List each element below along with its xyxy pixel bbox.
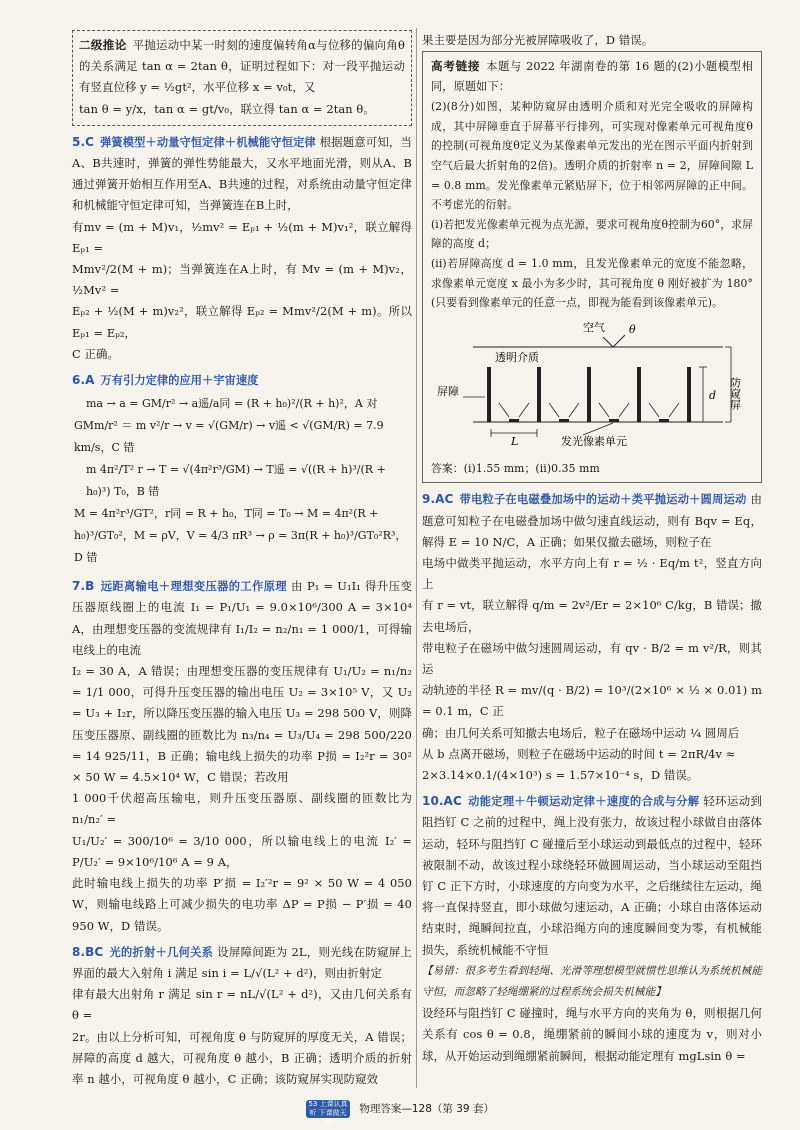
label-L: L: [511, 434, 519, 448]
q6-eq-2: GMm/r² ＝ m v²/r → v = √(GM/r) → v遥 < √(GM/R) = 7.9 km/s，C 错: [74, 419, 384, 455]
q9-line-8: 2×3.14×0.1/(4×10³) s = 1.57×10⁻⁴ s，D 错误。: [422, 767, 699, 782]
q7-keywords: 远距离输电＋理想变压器的工作原理: [100, 580, 288, 594]
box-tag: 二级推论: [79, 38, 127, 52]
q7-line-5: 此时输电线上损失的功率 P′损 = I₂′²r = 9² × 50 W = 4 050 W，则输电线路上可减少损失的电功率 ΔP = P损 − P′损 = 40 950 W，D 错误。: [72, 876, 412, 933]
barrier-4: [637, 367, 641, 422]
secondary-inference-box: [72, 30, 412, 126]
q5-answer: 5.C: [72, 134, 95, 149]
box-line-2: tan θ = y/x，tan α = gt/v₀，联立得 tan α = 2tan θ。: [79, 101, 375, 116]
q8-line-2: 律有最大出射角 r 满足 sin r = nL/√(L² + d²)，又由几何关系有 θ =: [72, 987, 412, 1023]
q8-answer: 8.BC: [72, 944, 104, 959]
q6-keywords: 万有引力定律的应用＋宇宙速度: [100, 374, 259, 388]
ray-right: [613, 335, 625, 347]
q9-line-3: 有 r = vt，联立解得 q/m = 2v²/Er = 2×10⁶ C/kg，B 错误；撤去电场后，: [422, 598, 762, 634]
box-line-1: 二级推论 平抛运动中某一时刻的速度偏转角α与位移的偏向角θ的关系满足 tan α = 2tan θ，证明过程如下：对一段平抛运动有竖直位移 y = ½gt²，水平位移 x = v₀t，又: [79, 38, 406, 95]
q5-line-2: 有mv = (m + M)v₁，½mv² = Eₚ₁ + ½(m + M)v₁²，联立解得 Eₚ₁ =: [72, 219, 412, 255]
label-d: d: [709, 388, 717, 402]
q6-eq-3: m 4π²/T² r → T = √(4π²r³/GM) → T遥 = √((R + h)³/(R + h₀)³) T₀，B 错: [86, 463, 386, 499]
barrier-group: [487, 367, 691, 422]
gaokao-answer: 答案：(i)1.55 mm；(ii)0.35 mm: [431, 461, 600, 475]
q6-eq-4: M = 4π²r³/GT²，r同 = R + h₀，T同 = T₀ → M = 4π²(R + h₀)³/GT₀²，M = ρV，V = 4/3 πR³ → ρ = 3π(R + h₀)³/GT₀²R³，D 错: [74, 507, 407, 565]
q6-answer: 6.A: [72, 373, 95, 388]
gaokao-part-ii: (ii)若屏障高度 d = 1.0 mm，且发光像素单元的宽度不能忽略，求像素单元宽度 x 最小为多少时，其可视角度 θ 刚好被扩为 180°(只要看到像素单元的任意一点，即视为能看到该像素单元)。: [431, 256, 753, 310]
ray-left: [603, 337, 613, 347]
q5-line-3: Mmv²/2(M + m)；当弹簧连在A上时，有 Mv = (m + M)v₂，½Mv² =: [72, 262, 412, 298]
label-theta: θ: [629, 322, 636, 336]
privacy-screen-diagram: [433, 317, 751, 457]
publisher-logo: 53 上课认真听 下课做天利: [306, 1100, 350, 1118]
q10-answer: 10.AC: [422, 794, 462, 809]
q10-section: [422, 791, 762, 1067]
barrier-2: [537, 367, 541, 422]
label-air: 空气: [583, 320, 605, 334]
q6-head: [72, 370, 412, 391]
q9-line-5: 动轨迹的半径 R = mv/(q · B/2) = 10³/(2×10⁶ × ½ × 0.01) m = 0.1 m，C 正: [422, 683, 762, 719]
q9-answer: 9.AC: [422, 492, 454, 507]
q9-section: [422, 489, 762, 786]
q7-line-3: 1 000千伏超高压输电，则升压变压器原、副线圈的匝数比为 n₁/n₂′ =: [72, 791, 412, 827]
q5-line-5: C 正确。: [72, 346, 120, 361]
q7-line-2: I₂ = 30 A，A 错误；由理想变压器的变压规律有 U₁/U₂ = n₁/n₂ = 1/1 000，可得升压变压器的输出电压 U₂ = 3×10⁵ V，又 U₂ = U₃ + I₂r，所以降压变压器的输入电压 U₃ = 298 500 V，则降压变压器原、副线圈的匝数比为 n₃/n₄ = U₃/U₄ = 298 500/220 = 14 925/11，B 正确；输电线上损失的功率 P损 = I₂²r = 30² × 50 W = 4.5×10⁴ W，C 错误；若改用: [72, 664, 412, 785]
q7-answer: 7.B: [72, 579, 95, 594]
gaokao-tag: 高考链接: [431, 59, 481, 74]
gaokao-problem: (2)(8分)如图，某种防窥屏由透明介质和对光完全吸收的屏障构成，其中屏障垂直于屏幕平行排列，可实现对像素单元可视角度θ的控制(可视角度θ定义为某像素单元发出的光在图示平面内折射到空气后最大折射角的2倍)。透明介质的折射率 n = 2，屏障间隙 L = 0.8 mm。发光像素单元紧贴屏下，位于相邻两屏障的正中间。不考虑光的衍射。: [431, 100, 753, 212]
column-divider: [416, 28, 417, 1088]
barrier-3: [587, 367, 591, 422]
q10-head: 10.AC 动能定理＋牛顿运动定律＋速度的合成与分解 轻环运动到阻挡钉 C 之前的过程中，绳上没有张力，故该过程小球做自由落体运动，轻环与阻挡钉 C 碰撞后至小球运动到最低点的过程中，轻环被限制不动，故该过程小球绕轻环做圆周运动，当小球运动至阻挡钉 C 正下方时，小球速度的方向变为水平，之后继续往左运动，绳将一直保持竖直，即小球做匀速运动，A 正确；小球自由落体运动结束时，绳瞬间拉直，小球沿绳方向的速度瞬间变为零，有机械能损失，系统机械能不守恒: [422, 794, 762, 957]
q9-head: 9.AC 带电粒子在电磁叠加场中的运动＋类平抛运动＋圆周运动 由题意可知粒子在电磁叠加场中做匀速直线运动，则有 Bqv = Eq，解得 E = 10 N/C，A 正确；如果仅撤去磁场，则粒子在: [422, 492, 762, 549]
gaokao-link-box: [422, 51, 762, 483]
q8-head: 8.BC 光的折射＋几何关系 设屏障间距为 2L，则光线在防窥屏上界面的最大入射角 i 满足 sin i = L/√(L² + d²)，则由折射定: [72, 944, 413, 980]
q8-section: [72, 942, 412, 1090]
q7-line-4: U₁/U₂′ = 300/10⁶ = 3/10 000，所以输电线上的电流 I₂′ = P/U₂′ = 9×10⁶/10⁶ A = 9 A，: [72, 833, 412, 869]
q6-section: [72, 370, 412, 569]
label-barrier: 屏障: [437, 384, 459, 398]
gaokao-intro: 高考链接 本题与 2022 年湖南卷的第 16 题的(2)小题模型相同，原题如下：: [431, 59, 753, 94]
q5-head: 5.C 弹簧模型＋动量守恒定律＋机械能守恒定律 根据题意可知，当A、B共速时，弹簧的弹性势能最大，又水平地面光滑，则从A、B通过弹簧开始相互作用至A、B共速的过程，对系统由动量守恒定律和机械能守恒定律可知，当弹簧连在B上时，: [72, 134, 412, 213]
q6-eq-1: ma → a = GM/r² → a遥/a同 = (R + h₀)²/(R + h)²，A 对: [86, 397, 378, 411]
barrier-5: [687, 367, 691, 422]
q10-line-3: 设经环与阻挡钉 C 碰撞时，绳与水平方向的夹角为 θ，则根据几何关系有 cos θ = 0.8，绳绷紧前的瞬间小球的速度为 v，则对小球，从开始运动到绳绷紧前瞬间，根据动能定理有 mgLsin θ =: [422, 1006, 762, 1063]
right-column: [422, 30, 762, 1067]
q7-section: [72, 576, 412, 936]
footer-text: 物理答案—128（第 39 套）: [359, 1103, 494, 1115]
q10-keywords: 动能定理＋牛顿运动定律＋速度的合成与分解: [467, 795, 700, 809]
pixel-pointer: [583, 423, 613, 435]
q8-keywords: 光的折射＋几何关系: [109, 945, 214, 959]
q5-keywords: 弹簧模型＋动量守恒定律＋机械能守恒定律: [100, 135, 316, 149]
q10-error-note: 【易错：很多考生看到轻绳、光滑等理想模型就惯性思维认为系统机械能守恒，而忽略了轻绳绷紧的过程系统会损失机械能】: [422, 964, 762, 998]
q7-head: 7.B 远距离输电＋理想变压器的工作原理 由 P₁ = U₁I₁ 得升压变压器原线圈上的电流 I₁ = P₁/U₁ = 9.0×10⁶/300 A = 3×10⁴ A，由理想变压器的变流规律有 I₁/I₂ = n₂/n₁ = 1 000/1，可得输电线上的电流: [72, 579, 412, 657]
q6-equations: [72, 393, 412, 569]
left-column: [72, 30, 412, 1090]
q5-section: [72, 132, 412, 365]
q5-line-4: Eₚ₂ + ½(M + m)v₂²，联立解得 Eₚ₂ = Mmv²/2(M + m)。所以 Eₚ₁ = Eₚ₂，: [72, 304, 412, 340]
gaokao-part-i: (i)若把发光像素单元视为点光源，要求可视角度θ控制为60°，求屏障的高度 d；: [431, 217, 753, 251]
barrier-1: [487, 367, 491, 422]
q9-line-6: 确；由几何关系可知撤去电场后，粒子在磁场中运动 ¼ 圆周后: [422, 725, 740, 740]
label-medium: 透明介质: [495, 350, 539, 364]
q9-line-7: 从 b 点离开磁场，则粒子在磁场中运动的时间 t = 2πR/4v ≈: [422, 746, 736, 761]
q9-line-4: 带电粒子在磁场中做匀速圆周运动，有 qv · B/2 = m v²/R，则其运: [422, 640, 762, 676]
q8-line-3: 2r。由以上分析可知，可视角度 θ 与防窥屏的厚度无关，A 错误；屏障的高度 d 越大，可视角度 θ 越小，B 正确；透明介质的折射率 n 越小，可视角度 θ 越小，C 正确；该防窥屏实现防窥效: [72, 1029, 412, 1086]
page-footer: [0, 1100, 800, 1126]
q9-line-2: 电场中做类平抛运动，水平方向上有 r = ½ · Eq/m t²，竖直方向上: [422, 555, 762, 592]
right-top-line: 果主要是因为部分光被屏障吸收了，D 错误。: [422, 33, 654, 47]
label-pixel: 发光像素单元: [561, 434, 627, 448]
label-screen: 防窥屏: [728, 376, 742, 410]
q9-keywords: 带电粒子在电磁叠加场中的运动＋类平抛运动＋圆周运动: [459, 493, 747, 507]
